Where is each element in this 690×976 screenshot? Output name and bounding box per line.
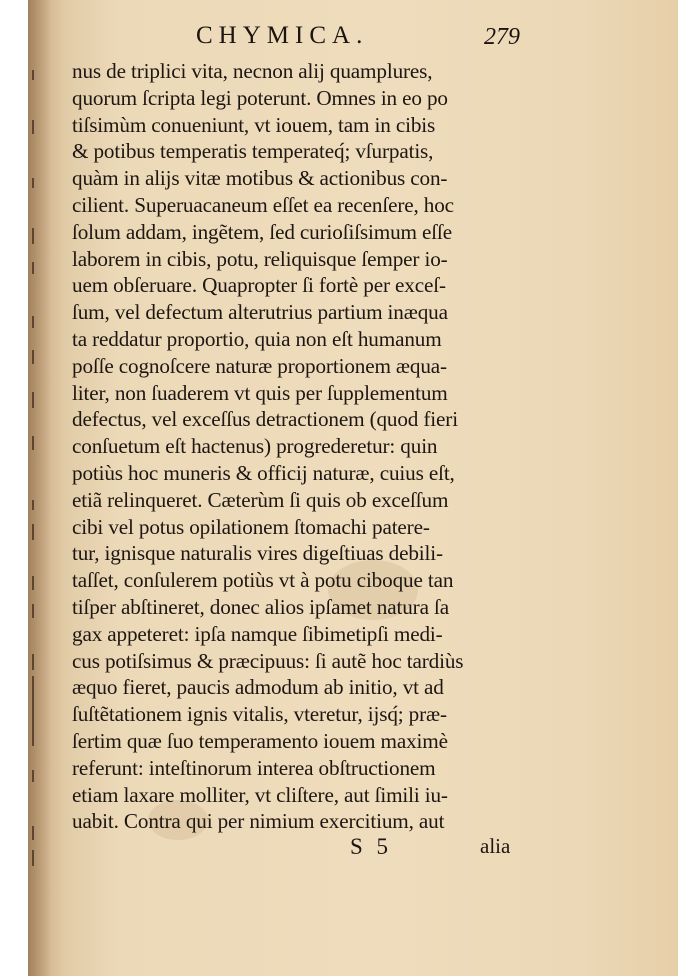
- signature-mark: S 5: [350, 834, 393, 859]
- text-line: tiſsimùm conueniunt, vt iouem, tam in cibis: [72, 112, 436, 137]
- page-edge-marks: [28, 0, 42, 976]
- text-line: ſertim quæ ſuo temperamento iouem maximè: [72, 728, 448, 753]
- text-line: referunt: inteſtinorum interea obſtructionem: [72, 755, 436, 780]
- text-line: conſuetum eſt hactenus) progrederetur: quin: [72, 434, 438, 459]
- text-line: tur, ignisque naturalis vires digeſtiuas debili-: [72, 541, 443, 566]
- text-line: defectus, vel exceſſus detractionem (quod fieri: [72, 407, 458, 432]
- text-line: ſuſtẽtationem ignis vitalis, vteretur, ijsq́; præ-: [72, 702, 447, 727]
- text-line: ta reddatur proportio, quia non eſt humanum: [72, 326, 442, 351]
- text-line: quorum ſcripta legi poterunt. Omnes in eo po: [72, 85, 448, 110]
- text-line: uem obſeruare. Quapropter ſi fortè per exceſ-: [72, 273, 446, 298]
- text-line: cibi vel potus opilationem ſtomachi patere-: [72, 514, 430, 539]
- text-line: poſſe cognoſcere naturæ proportionem æqua-: [72, 353, 447, 378]
- text-line: quàm in alijs vitæ motibus & actionibus con-: [72, 166, 448, 191]
- text-line: laborem in cibis, potu, reliquisque ſemper io-: [72, 246, 448, 271]
- text-line: æquo fieret, paucis admodum ab initio, vt ad: [72, 675, 444, 700]
- book-page: [28, 0, 678, 976]
- text-line: gax appeteret: ipſa namque ſibimetipſi medi-: [72, 621, 443, 646]
- text-line: ſum, vel defectum alterutrius partium inæqua: [72, 300, 448, 325]
- text-line: cilient. Superuacaneum eſſet ea recenſere, hoc: [72, 192, 454, 217]
- running-title: CHYMICA.: [196, 22, 369, 49]
- page-number: 279: [484, 24, 520, 50]
- page-footer: [28, 834, 678, 868]
- text-line: ſolum addam, ingẽtem, ſed curioſiſsimum eſſe: [72, 219, 452, 244]
- text-line: etiam laxare molliter, vt cliſtere, aut ſimili iu-: [72, 782, 448, 807]
- text-line: cus potiſsimus & præcipuus: ſi autẽ hoc tardiùs: [72, 648, 464, 673]
- body-text: [72, 58, 530, 835]
- text-line: liter, non ſuaderem vt quis per ſupplementum: [72, 380, 448, 405]
- page-header: [28, 20, 678, 60]
- text-line: potiùs hoc muneris & officij naturæ, cuius eſt,: [72, 460, 455, 485]
- text-line: tiſper abſtineret, donec alios ipſamet natura ſa: [72, 594, 449, 619]
- text-line: & potibus temperatis temperateq́; vſurpatis,: [72, 139, 434, 164]
- text-line: nus de triplici vita, necnon alij quamplures,: [72, 59, 433, 83]
- text-line: taſſet, conſulerem potiùs vt à potu ciboque tan: [72, 568, 454, 593]
- text-line: etiã relinqueret. Cæterùm ſi quis ob exceſſum: [72, 487, 449, 512]
- catchword: alia: [480, 834, 511, 858]
- text-line: uabit. Contra qui per nimium exercitium, aut: [72, 809, 445, 834]
